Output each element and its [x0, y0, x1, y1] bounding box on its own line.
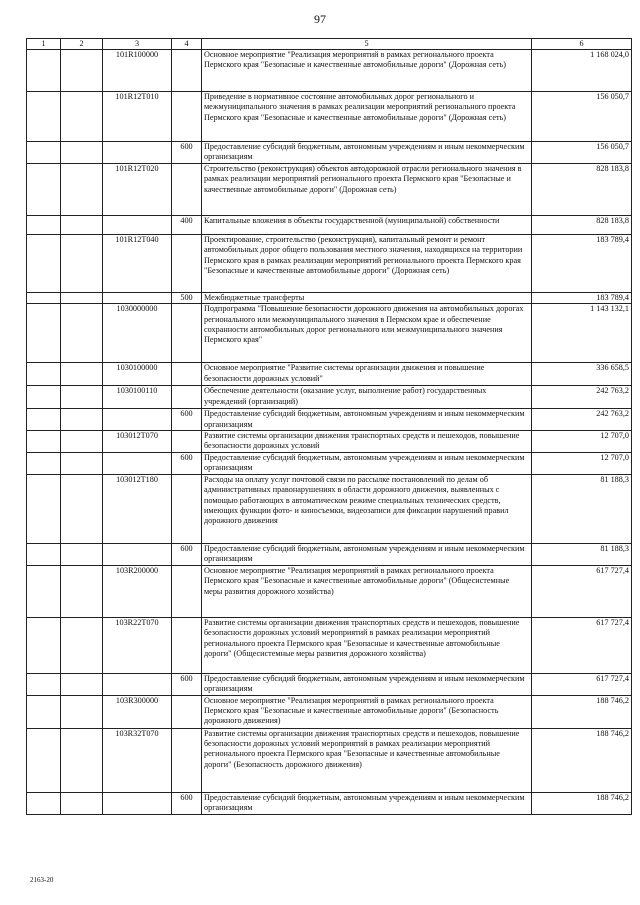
cell-col1 [27, 363, 61, 386]
page-number: 97 [314, 12, 326, 26]
cell-col2 [61, 292, 103, 303]
target-code-cell [103, 453, 172, 475]
column-header: 6 [532, 39, 632, 50]
item-name-cell: Обеспечение деятельности (оказание услуг, выполнение работ) государственных учреждений (организаций) [202, 386, 532, 409]
expense-type-cell [172, 304, 202, 363]
item-name-cell: Предоставление субсидий бюджетным, автономным учреждениям и иным некоммерческим организациям [202, 543, 532, 565]
table-row [27, 431, 632, 453]
table-row [27, 292, 632, 303]
item-name-cell: Развитие системы организации движения транспортных средств и пешеходов, повышение безопасности дорожных условий мероприятий в рамках реализации мероприятий регионального проекта Пермского края "Безопасные и качественные автомобильные дороги" (Безопасность дорожного движения) [202, 728, 532, 792]
item-name-cell: Подпрограмма "Повышение безопасности дорожного движения на автомобильных дорогах регионального или межмуниципального значения в Пермском крае и обеспечение сохранности автомобильных дорог регионального или межмуниципального значения Пермского края" [202, 304, 532, 363]
cell-col2 [61, 543, 103, 565]
cell-col1 [27, 792, 61, 814]
cell-col2 [61, 163, 103, 215]
target-code-cell: 103R200000 [103, 565, 172, 617]
cell-col1 [27, 409, 61, 431]
cell-col2 [61, 215, 103, 234]
target-code-cell: 1030100110 [103, 386, 172, 409]
amount-cell: 81 188,3 [532, 543, 632, 565]
item-name-cell: Основное мероприятие "Реализация мероприятий в рамках регионального проекта Пермского края "Безопасные и качественные автомобильные дороги" (Безопасность дорожного движения) [202, 695, 532, 728]
target-code-cell: 1030100000 [103, 363, 172, 386]
item-name-cell: Предоставление субсидий бюджетным, автономным учреждениям и иным некоммерческим организациям [202, 142, 532, 164]
cell-col2 [61, 409, 103, 431]
table-header-row [27, 39, 632, 50]
table-row [27, 617, 632, 673]
cell-col2 [61, 695, 103, 728]
item-name-cell: Расходы на оплату услуг почтовой связи по рассылке постановлений по делам об административных правонарушениях в области дорожного движения, выявленных с помощью работающих в автоматическом режиме специальных технических средств, имеющих функции фото- и киносъемки, видеозаписи для фиксации нарушений правил дорожного движения [202, 474, 532, 543]
cell-col1 [27, 474, 61, 543]
table-row [27, 363, 632, 386]
item-name-cell: Капитальные вложения в объекты государственной (муниципальной) собственности [202, 215, 532, 234]
table-row [27, 92, 632, 142]
target-code-cell [103, 215, 172, 234]
column-header: 3 [103, 39, 172, 50]
cell-col1 [27, 695, 61, 728]
target-code-cell: 101R12T010 [103, 92, 172, 142]
expense-type-cell [172, 92, 202, 142]
table-row [27, 728, 632, 792]
table-row [27, 386, 632, 409]
amount-cell: 81 188,3 [532, 474, 632, 543]
expense-type-cell: 600 [172, 792, 202, 814]
expense-type-cell: 500 [172, 292, 202, 303]
amount-cell: 828 183,8 [532, 215, 632, 234]
cell-col2 [61, 386, 103, 409]
expense-type-cell [172, 363, 202, 386]
cell-col2 [61, 617, 103, 673]
column-header: 2 [61, 39, 103, 50]
amount-cell: 12 707,0 [532, 453, 632, 475]
amount-cell: 617 727,4 [532, 617, 632, 673]
item-name-cell: Приведение в нормативное состояние автомобильных дорог регионального и межмуниципального значения в рамках реализации мероприятий регионального проекта Пермского края "Безопасные и качественные автомобильные дороги" (Дорожная сеть) [202, 92, 532, 142]
expense-type-cell [172, 50, 202, 92]
expense-type-cell: 600 [172, 453, 202, 475]
item-name-cell: Основное мероприятие "Реализация мероприятий в рамках регионального проекта Пермского края "Безопасные и качественные автомобильные дороги" (Дорожная сеть) [202, 50, 532, 92]
table-row [27, 304, 632, 363]
cell-col1 [27, 617, 61, 673]
amount-cell: 1 143 132,1 [532, 304, 632, 363]
item-name-cell: Проектирование, строительство (реконструкция), капитальный ремонт и ремонт автомобильных дорог общего пользования местного значения, находящихся на территории Пермского края в рамках реализации мероприятий регионального проекта Пермского края "Безопасные и качественные автомобильные дороги" (Дорожная сеть) [202, 234, 532, 292]
target-code-cell [103, 292, 172, 303]
expense-type-cell [172, 565, 202, 617]
amount-cell: 617 727,4 [532, 673, 632, 695]
expense-type-cell [172, 386, 202, 409]
budget-table [26, 38, 632, 815]
target-code-cell: 103R32Т070 [103, 728, 172, 792]
item-name-cell: Основное мероприятие "Развитие системы организации движения и повышение безопасности дорожных условий" [202, 363, 532, 386]
cell-col2 [61, 728, 103, 792]
footer-code: 2163-20 [30, 876, 54, 884]
amount-cell: 188 746,2 [532, 728, 632, 792]
table-row [27, 474, 632, 543]
cell-col1 [27, 92, 61, 142]
item-name-cell: Строительство (реконструкция) объектов автодорожной отрасли регионального значения в рамках реализации мероприятий регионального проекта Пермского края "Безопасные и качественные автомобильные дороги" (Дорожная сеть) [202, 163, 532, 215]
expense-type-cell [172, 617, 202, 673]
amount-cell: 242 763,2 [532, 386, 632, 409]
table-row [27, 215, 632, 234]
cell-col1 [27, 431, 61, 453]
cell-col1 [27, 304, 61, 363]
table-row [27, 50, 632, 92]
expense-type-cell: 600 [172, 409, 202, 431]
table-row [27, 565, 632, 617]
item-name-cell: Предоставление субсидий бюджетным, автономным учреждениям и иным некоммерческим организациям [202, 453, 532, 475]
expense-type-cell [172, 234, 202, 292]
cell-col1 [27, 565, 61, 617]
cell-col2 [61, 142, 103, 164]
amount-cell: 242 763,2 [532, 409, 632, 431]
expense-type-cell: 600 [172, 142, 202, 164]
amount-cell: 188 746,2 [532, 792, 632, 814]
target-code-cell: 1030000000 [103, 304, 172, 363]
item-name-cell: Межбюджетные трансферты [202, 292, 532, 303]
cell-col1 [27, 142, 61, 164]
expense-type-cell: 600 [172, 543, 202, 565]
amount-cell: 156 050,7 [532, 142, 632, 164]
amount-cell: 1 168 024,0 [532, 50, 632, 92]
cell-col2 [61, 474, 103, 543]
cell-col2 [61, 304, 103, 363]
target-code-cell [103, 673, 172, 695]
amount-cell: 183 789,4 [532, 234, 632, 292]
amount-cell: 183 789,4 [532, 292, 632, 303]
table-row [27, 409, 632, 431]
cell-col2 [61, 363, 103, 386]
expense-type-cell: 600 [172, 673, 202, 695]
table-body [27, 50, 632, 815]
cell-col2 [61, 234, 103, 292]
item-name-cell: Предоставление субсидий бюджетным, автономным учреждениям и иным некоммерческим организациям [202, 409, 532, 431]
amount-cell: 188 746,2 [532, 695, 632, 728]
target-code-cell [103, 409, 172, 431]
table-row [27, 543, 632, 565]
target-code-cell: 103R300000 [103, 695, 172, 728]
table-row [27, 673, 632, 695]
target-code-cell [103, 543, 172, 565]
item-name-cell: Предоставление субсидий бюджетным, автономным учреждениям и иным некоммерческим организациям [202, 673, 532, 695]
table-row [27, 234, 632, 292]
item-name-cell: Предоставление субсидий бюджетным, автономным учреждениям и иным некоммерческим организациям [202, 792, 532, 814]
expense-type-cell [172, 474, 202, 543]
target-code-cell: 103R22Т070 [103, 617, 172, 673]
cell-col1 [27, 292, 61, 303]
item-name-cell: Основное мероприятие "Реализация мероприятий в рамках регионального проекта Пермского края "Безопасные и качественные автомобильные дороги" (Общесистемные меры развития дорожного хозяйства) [202, 565, 532, 617]
expense-type-cell [172, 431, 202, 453]
target-code-cell [103, 142, 172, 164]
column-header: 4 [172, 39, 202, 50]
cell-col2 [61, 50, 103, 92]
column-header: 1 [27, 39, 61, 50]
target-code-cell: 101R12T020 [103, 163, 172, 215]
amount-cell: 336 658,5 [532, 363, 632, 386]
cell-col1 [27, 215, 61, 234]
target-code-cell: 103012Т180 [103, 474, 172, 543]
cell-col1 [27, 453, 61, 475]
target-code-cell [103, 792, 172, 814]
amount-cell: 828 183,8 [532, 163, 632, 215]
target-code-cell: 103012Т070 [103, 431, 172, 453]
expense-type-cell [172, 163, 202, 215]
cell-col1 [27, 728, 61, 792]
cell-col2 [61, 431, 103, 453]
item-name-cell: Развитие системы организации движения транспортных средств и пешеходов, повышение безопасности дорожных условий [202, 431, 532, 453]
table-row [27, 695, 632, 728]
table-row [27, 453, 632, 475]
table-row [27, 792, 632, 814]
expense-type-cell: 400 [172, 215, 202, 234]
cell-col1 [27, 50, 61, 92]
table-row [27, 163, 632, 215]
cell-col1 [27, 163, 61, 215]
item-name-cell: Развитие системы организации движения транспортных средств и пешеходов, повышение безопасности дорожных условий мероприятий в рамках реализации мероприятий регионального проекта Пермского края "Безопасные и качественные автомобильные дороги" (Общесистемные меры развития дорожного хозяйства) [202, 617, 532, 673]
cell-col1 [27, 234, 61, 292]
cell-col1 [27, 673, 61, 695]
cell-col2 [61, 792, 103, 814]
amount-cell: 156 050,7 [532, 92, 632, 142]
cell-col1 [27, 386, 61, 409]
cell-col2 [61, 453, 103, 475]
cell-col2 [61, 673, 103, 695]
amount-cell: 617 727,4 [532, 565, 632, 617]
cell-col2 [61, 92, 103, 142]
table-row [27, 142, 632, 164]
column-header: 5 [202, 39, 532, 50]
expense-type-cell [172, 728, 202, 792]
target-code-cell: 101R12T040 [103, 234, 172, 292]
amount-cell: 12 707,0 [532, 431, 632, 453]
target-code-cell: 101R100000 [103, 50, 172, 92]
expense-type-cell [172, 695, 202, 728]
cell-col1 [27, 543, 61, 565]
cell-col2 [61, 565, 103, 617]
